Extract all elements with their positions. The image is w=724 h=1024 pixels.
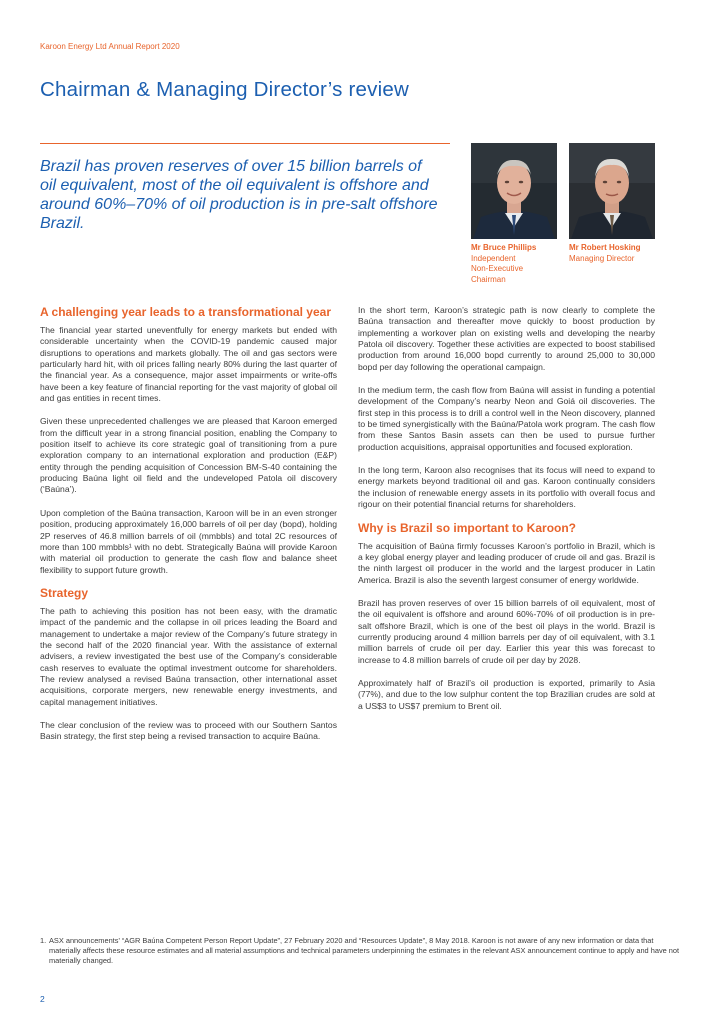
person-role-line: Managing Director (569, 253, 635, 263)
left-column (40, 305, 337, 755)
body-paragraph: The financial year started uneventfully for energy markets but ended with considerable uncertainty when the COVID-19 pandemic caused major disruptions to operations and markets globally. The oil and gas sectors were particularly hard hit, with oil prices falling nearly 80% during the last quarter of the financial year. As a consequence, major asset impairments or write-offs have been a key feature of financial reporting for the vast majority of global oil and gas entities in recent times. (40, 325, 337, 404)
body-paragraph: The acquisition of Baúna firmly focusses Karoon’s portfolio in Brazil, which is a key global energy player and leading producer of crude oil and gas. Brazil is the ninth largest oil producer in the world and the largest producer in Latin America. Brazil is also the seventh largest consumer of energy worldwide. (358, 540, 655, 585)
portrait-photo-chairman (471, 143, 557, 239)
person-role-line: Non-Executive (471, 264, 524, 273)
footnote-text: ASX announcements’ “AGR Baúna Competent Person Report Update”, 27 February 2020 and “Resources Update”, 8 May 2018. Karoon is not aware of any new information or data that materially affects these resource estimates and all material assumptions and technical parameters underpinning the estimates in the relevant ASX announcement continue to apply and have not materially changed. (49, 936, 680, 965)
person-name: Mr Bruce Phillips (471, 243, 537, 252)
portrait-photo-managing-director (569, 143, 655, 239)
body-paragraph: Upon completion of the Baúna transaction, Karoon will be in an even stronger position, producing approximately 16,000 barrels of oil per day (bopd), holding 2P reserves of 46.8 million barrels of oil (mmbbls) and total 2C resources of more than 100 mmbbls¹ with no debt. Strategically Baúna will provide Karoon with material oil production to generate the cash flow and balance sheet flexibility to support future growth. (40, 507, 337, 575)
person-name: Mr Robert Hosking (569, 243, 641, 252)
body-paragraph: Given these unprecedented challenges we are pleased that Karoon emerged from the difficult year in a strong financial position, enabling the Company to position itself to achieve its core strategic goal of transitioning from a pure exploration company to an international exploration and production (E&P) entity through the pending acquisition of Concession BM-S-40 containing the producing Baúna light oil field and the undeveloped Patola oil discovery (‘Baúna’). (40, 416, 337, 495)
footnote-number: 1. (40, 936, 47, 945)
body-paragraph: Approximately half of Brazil’s oil production is exported, primarily to Asia (77%), and due to the low sulphur content the top Brazilian crudes are sold at a US$3 to US$7 premium to Brent oil. (358, 677, 655, 711)
right-column (358, 305, 655, 724)
person-role-line: Chairman (471, 274, 506, 284)
page-title: Chairman & Managing Director’s review (40, 78, 409, 101)
section-heading: Why is Brazil so important to Karoon? (358, 520, 577, 535)
footnote (40, 936, 680, 966)
section-heading: A challenging year leads to a transformational year (40, 305, 331, 319)
section-heading: Strategy (40, 585, 89, 600)
body-paragraph: The clear conclusion of the review was to proceed with our Southern Santos Basin strategy, the first step being a revised transaction to acquire Baúna. (40, 719, 337, 742)
caption-chairman (471, 243, 561, 285)
body-paragraph: In the long term, Karoon also recognises that its focus will need to expand to energy markets beyond traditional oil and gas. Karoon continually considers the inclusion of renewable energy assets in its portfolio with overall focus and rigour on their potential financial returns for shareholders. (358, 465, 655, 510)
caption-managing-director (569, 243, 659, 264)
person-role-line: Independent (471, 253, 516, 263)
body-paragraph: In the medium term, the cash flow from Baúna will assist in funding a potential development of the Company’s nearby Neon and Goiá oil discoveries. The first step in this process is to drill a control well in the Neon discovery, planned to be timed synergistically with the Baúna/Patola work program. The cash flow from these Santos Basin assets can then be used to pursue further production acquisitions, appraisal opportunities and focused exploration. (358, 385, 655, 452)
body-paragraph: Brazil has proven reserves of over 15 billion barrels of oil equivalent, most of the oil equivalent is offshore and around 60%-70% of oil production is in pre-salt offshore Brazil, which is one of the best oil plays in the world. Brazil is currently producing around 4 million barrels per day of oil equivalent, with 3.1 million barrels of crude oil per day. Earlier this year this was forecast to increase to 4.8 million barrels of crude oil per day by 2028. (358, 597, 655, 665)
body-paragraph: The path to achieving this position has not been easy, with the dramatic impact of the pandemic and the collapse in oil prices leading the Board and management to undertake a major review of the Company’s future strategy in the second half of the 2020 financial year. With the assistance of external advisers, a review investigated the best use of the Company’s considerable cash reserves to evaluate the optimal investment outcome for shareholders. The review analysed a revised Baúna transaction, other international asset acquisitions, corporate mergers, new renewable energy investments, and capital management initiatives. (40, 605, 337, 707)
report-header: Karoon Energy Ltd Annual Report 2020 (40, 42, 180, 51)
page-number: 2 (40, 994, 45, 1004)
body-paragraph: In the short term, Karoon’s strategic path is now clearly to complete the Baúna transaction and thereafter move quickly to boost production by implementing a workover plan on existing wells and developing the nearby Patola oil discovery. Together these activities are expected to boost stabilised production from around 16,000 bopd currently to around 25,000 to 30,000 bopd per day following the operational campaign. (358, 305, 655, 372)
pull-quote: Brazil has proven reserves of over 15 billion barrels of oil equivalent, most of the oil equivalent is offshore and around 60%–70% of oil production is in pre-salt offshore Brazil. (40, 158, 438, 232)
title-divider (40, 143, 450, 144)
